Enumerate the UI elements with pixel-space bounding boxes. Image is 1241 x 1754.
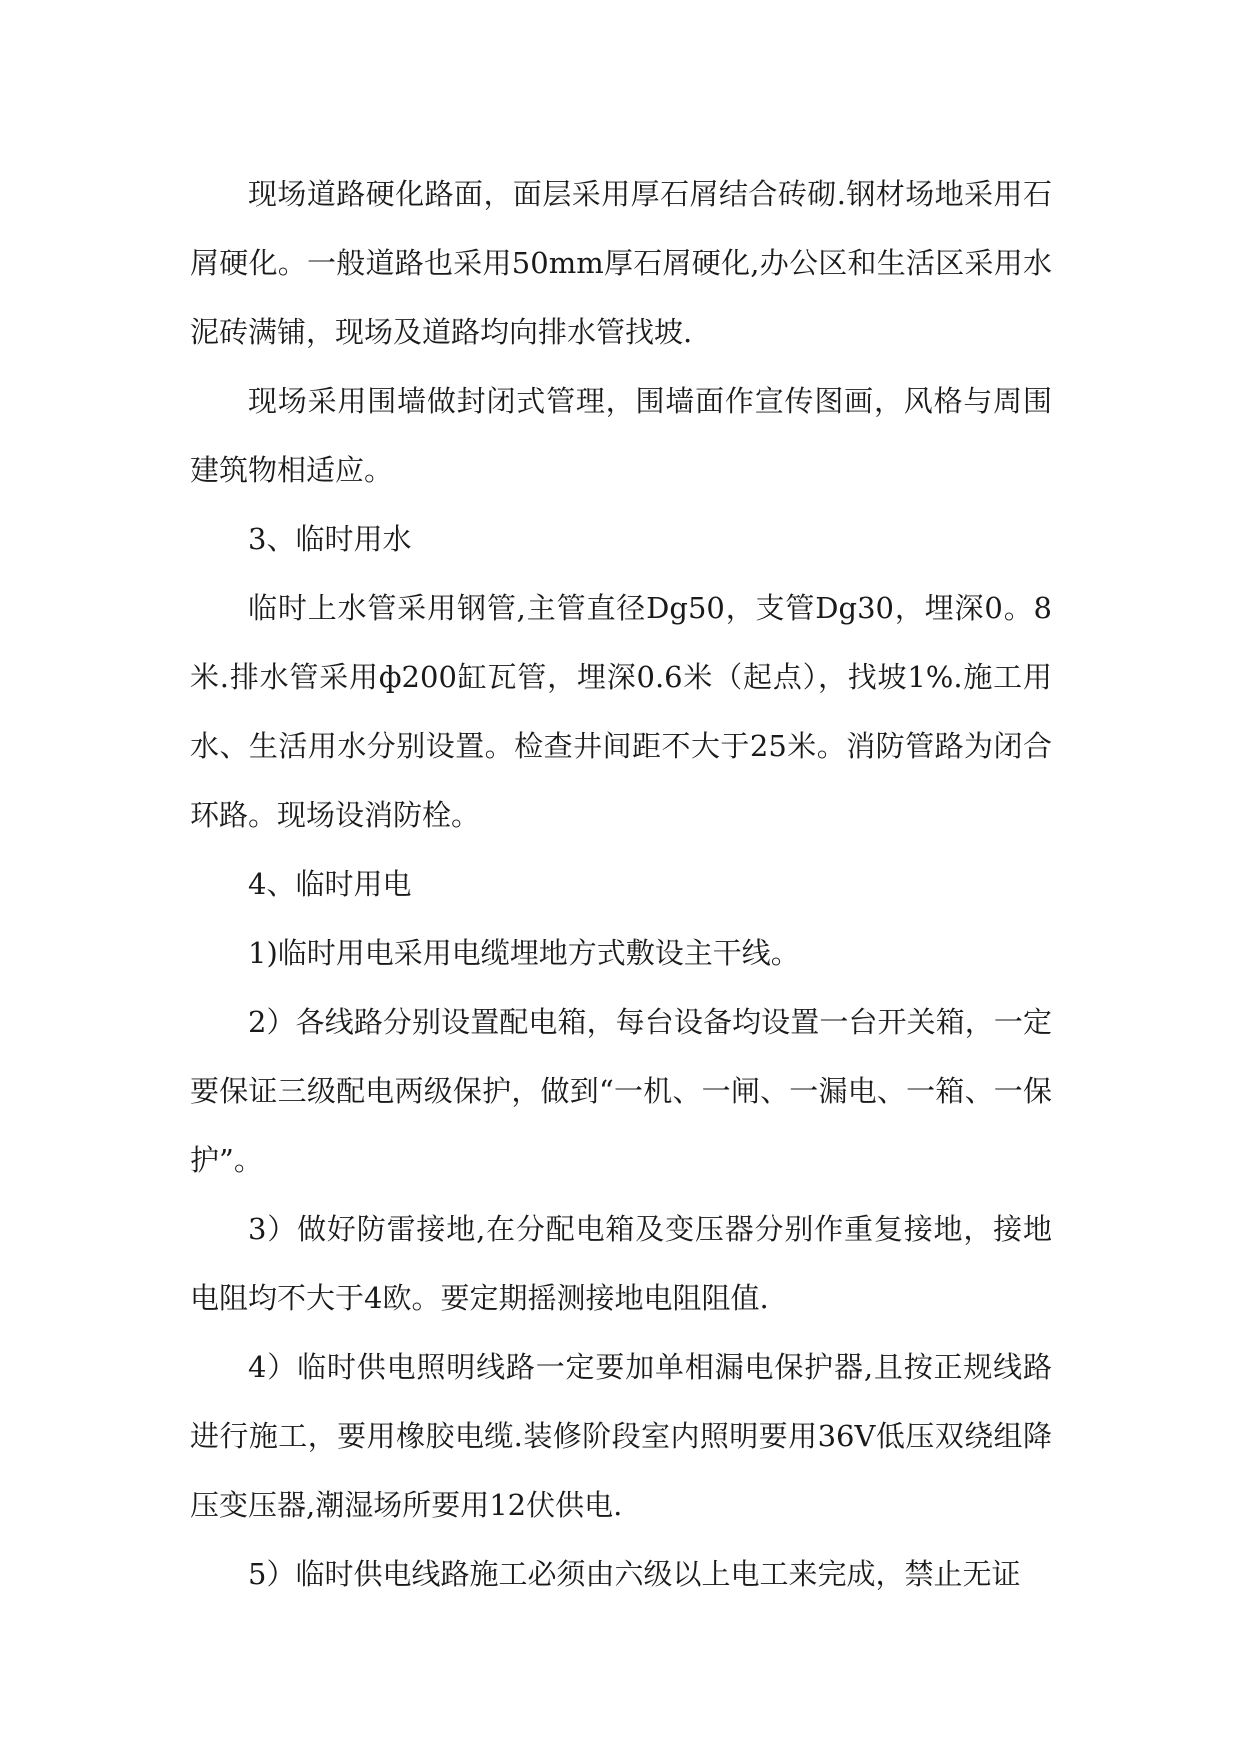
list-item-power-2: 2）各线路分别设置配电箱，每台设备均设置一台开关箱，一定要保证三级配电两级保护，做到“一机、一闸、一漏电、一箱、一保护”。	[190, 1005, 1052, 1177]
paragraph-site-roads: 现场道路硬化路面，面层采用厚石屑结合砖砌.钢材场地采用石屑硬化。一般道路也采用50mm厚石屑硬化,办公区和生活区采用水泥砖满铺，现场及道路均向排水管找坡.	[190, 177, 1052, 349]
list-item-power-4: 4）临时供电照明线路一定要加单相漏电保护器,且按正规线路进行施工，要用橡胶电缆.装修阶段室内照明要用36V低压双绕组降压变压器,潮湿场所要用12伏供电.	[190, 1350, 1052, 1522]
paragraph-water-pipes: 临时上水管采用钢管,主管直径Dg50，支管Dg30，埋深0。8米.排水管采用ф200缸瓦管，埋深0.6米（起点），找坡1%.施工用水、生活用水分别设置。检查井间距不大于25米。消防管路为闭合环路。现场设消防栓。	[190, 591, 1052, 832]
list-item-power-5: 5）临时供电线路施工必须由六级以上电工来完成，禁止无证	[248, 1557, 1021, 1591]
section-heading-temporary-power: 4、临时用电	[248, 867, 412, 901]
document-page	[190, 160, 1052, 1609]
section-heading-temporary-water: 3、临时用水	[248, 522, 412, 556]
list-item-power-3: 3）做好防雷接地,在分配电箱及变压器分别作重复接地，接地电阻均不大于4欧。要定期摇测接地电阻阻值.	[190, 1212, 1052, 1315]
list-item-power-1: 1)临时用电采用电缆埋地方式敷设主干线。	[248, 936, 800, 970]
paragraph-enclosure-wall: 现场采用围墙做封闭式管理，围墙面作宣传图画，风格与周围建筑物相适应。	[190, 384, 1052, 487]
